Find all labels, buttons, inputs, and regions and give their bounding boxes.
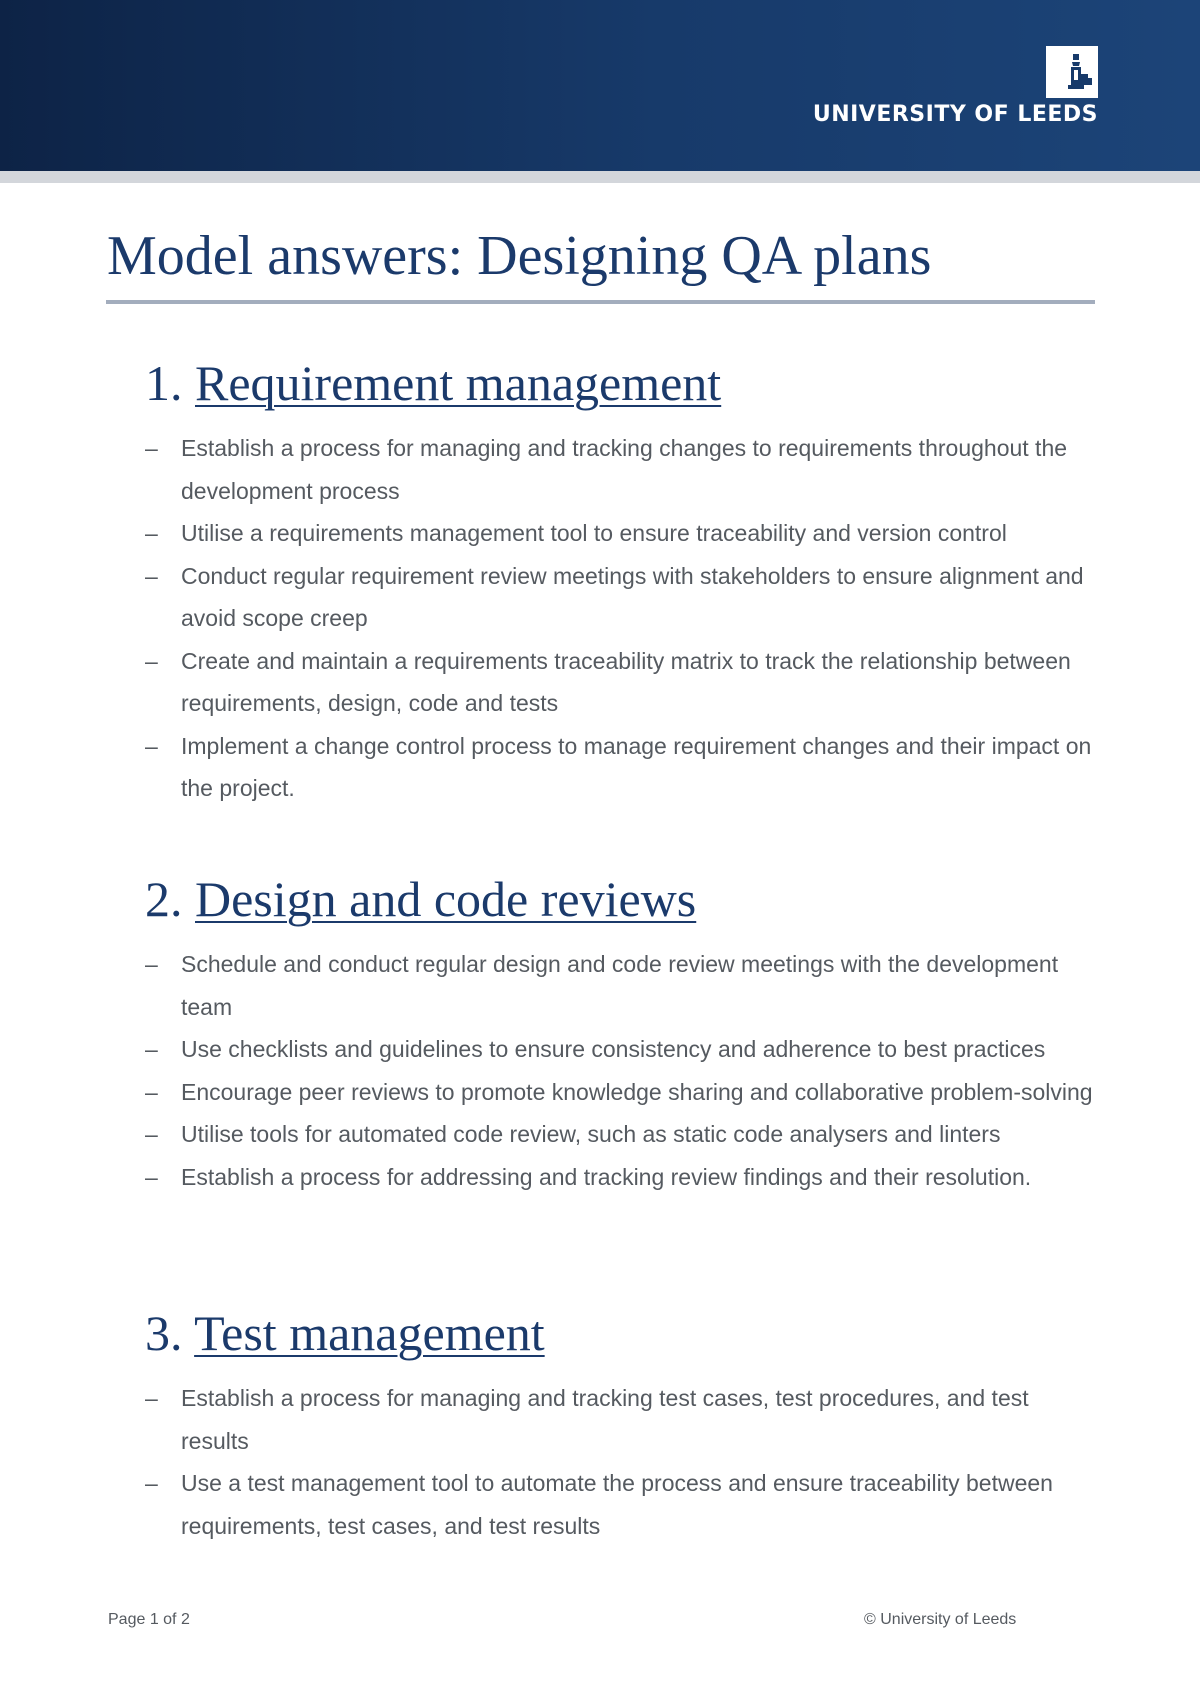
section-heading xyxy=(145,872,1095,927)
list-item-text: Establish a process for managing and tracking changes to requirements throughout the development process xyxy=(181,435,1068,504)
list-item xyxy=(145,1028,1095,1071)
copyright-notice: © University of Leeds xyxy=(864,1611,1017,1628)
parkinson-tower-icon xyxy=(1046,46,1098,98)
section-title: Test management xyxy=(194,1305,545,1361)
list-item xyxy=(145,1071,1095,1114)
list-item-text: Schedule and conduct regular design and code review meetings with the development team xyxy=(181,951,1059,1020)
bullet-dash: – xyxy=(145,1121,158,1147)
list-item-text: Utilise tools for automated code review, such as static code analysers and linters xyxy=(181,1121,1001,1147)
list-item xyxy=(145,943,1095,1028)
bullet-dash: – xyxy=(145,562,158,589)
section-number: 3. xyxy=(145,1305,183,1361)
page-number: Page 1 of 2 xyxy=(108,1611,190,1628)
list-item xyxy=(145,725,1095,810)
list-item xyxy=(145,640,1095,725)
list-item xyxy=(145,512,1095,555)
university-logo xyxy=(813,46,1098,127)
list-item xyxy=(145,1113,1095,1156)
list-item-text: Create and maintain a requirements traceability matrix to track the relationship between requirements, design, code and tests xyxy=(181,647,1071,716)
logo-wordmark: UNIVERSITY OF LEEDS xyxy=(812,102,1098,127)
bullet-list xyxy=(145,427,1095,810)
list-item xyxy=(145,1377,1095,1462)
list-item xyxy=(145,427,1095,512)
bullet-dash: – xyxy=(145,1385,158,1411)
list-item-text: Establish a process for managing and tracking test cases, test procedures, and test results xyxy=(181,1385,1029,1454)
list-item-text: Encourage peer reviews to promote knowledge sharing and collaborative problem-solving xyxy=(181,1078,1093,1105)
section-number: 1. xyxy=(145,355,183,411)
section-heading xyxy=(145,1306,1095,1361)
page-title: Model answers: Designing QA plans xyxy=(107,225,932,287)
header-divider xyxy=(0,171,1200,183)
list-item xyxy=(145,555,1095,640)
section-test-management xyxy=(145,1306,1095,1547)
bullet-dash: – xyxy=(145,520,158,546)
section-number: 2. xyxy=(145,871,183,927)
section-title: Requirement management xyxy=(195,355,722,411)
list-item-text: Establish a process for addressing and tracking review findings and their resolution. xyxy=(181,1163,1032,1190)
title-underline-rule xyxy=(106,300,1095,304)
bullet-dash: – xyxy=(145,647,158,674)
list-item-text: Implement a change control process to manage requirement changes and their impact on the project. xyxy=(181,732,1092,801)
list-item xyxy=(145,1462,1095,1547)
section-design-and-code-reviews xyxy=(145,872,1095,1198)
bullet-dash: – xyxy=(145,435,158,461)
list-item-text: Use checklists and guidelines to ensure consistency and adherence to best practices xyxy=(181,1036,1046,1062)
list-item-text: Conduct regular requirement review meetings with stakeholders to ensure alignment and avoid scope creep xyxy=(181,562,1084,631)
bullet-dash: – xyxy=(145,1036,158,1062)
list-item-text: Utilise a requirements management tool to ensure traceability and version control xyxy=(181,520,1007,546)
bullet-dash: – xyxy=(145,1470,158,1496)
bullet-dash: – xyxy=(145,732,158,759)
section-requirement-management xyxy=(145,356,1095,810)
section-title: Design and code reviews xyxy=(195,871,697,927)
bullet-list xyxy=(145,1377,1095,1547)
bullet-dash: – xyxy=(145,1078,158,1105)
bullet-dash: – xyxy=(145,1163,158,1190)
bullet-list xyxy=(145,943,1095,1198)
bullet-dash: – xyxy=(145,951,158,977)
list-item-text: Use a test management tool to automate the process and ensure traceability between requirements, test cases, and test results xyxy=(181,1470,1053,1539)
section-heading xyxy=(145,356,1095,411)
list-item xyxy=(145,1156,1095,1199)
